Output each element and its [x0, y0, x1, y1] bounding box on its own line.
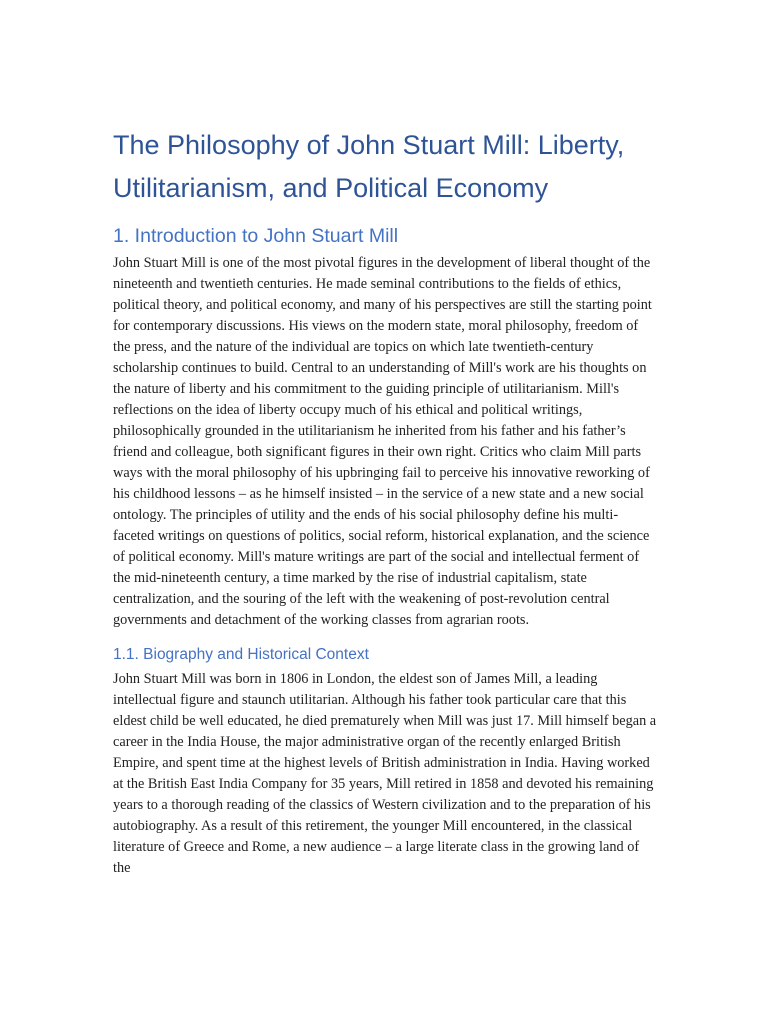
document-title: The Philosophy of John Stuart Mill: Liberty, Utilitarianism, and Political Economy	[113, 130, 625, 203]
section-heading-biography: 1.1. Biography and Historical Context	[113, 646, 369, 663]
section-body-introduction: John Stuart Mill is one of the most pivotal figures in the development of liberal thought of the nineteenth and twentieth centuries. He made seminal contributions to the fields of ethics, political theory, and political economy, and many of his perspectives are still the starting point for contemporary discussions. His views on the modern state, moral philosophy, freedom of the press, and the nature of the individual are topics on which late twentieth-century scholarship continues to build. Central to an understanding of Mill's work are his thoughts on the nature of liberty and his commitment to the guiding principle of utilitarianism. Mill's reflections on the idea of liberty occupy much of his ethical and political writings, philosophically grounded in the utilitarianism he inherited from his father and his father’s friend and colleague, both significant figures in their own right. Critics who claim Mill parts ways with the moral philosophy of his upbringing fail to perceive his innovative reworking of his childhood lessons – as he himself insisted – in the service of a new state and a new social ontology. The principles of utility and the ends of his social philosophy define his multi-faceted writings on questions of politics, social reform, historical explanation, and the science of political economy. Mill's mature writings are part of the social and intellectual ferment of the mid-nineteenth century, a time marked by the rise of industrial capitalism, state centralization, and the souring of the left with the weakening of post-revolution central governments and detachment of the working classes from agrarian roots.	[113, 255, 652, 628]
section-heading-introduction: 1. Introduction to John Stuart Mill	[113, 225, 399, 247]
section-body-biography: John Stuart Mill was born in 1806 in London, the eldest son of James Mill, a leading intellectual figure and staunch utilitarian. Although his father took particular care that this eldest child be well educated, he died prematurely when Mill was just 17. Mill himself began a career in the India House, the major administrative organ of the recently enlarged British Empire, and spent time at the highest levels of British administration in India. Having worked at the British East India Company for 35 years, Mill retired in 1858 and devoted his remaining years to a thorough reading of the classics of Western civilization and to the preparation of his autobiography. As a result of this retirement, the younger Mill encountered, in the classical literature of Greece and Rome, a new audience – a large literate class in the growing land of the	[113, 671, 657, 876]
document-page	[113, 124, 658, 879]
